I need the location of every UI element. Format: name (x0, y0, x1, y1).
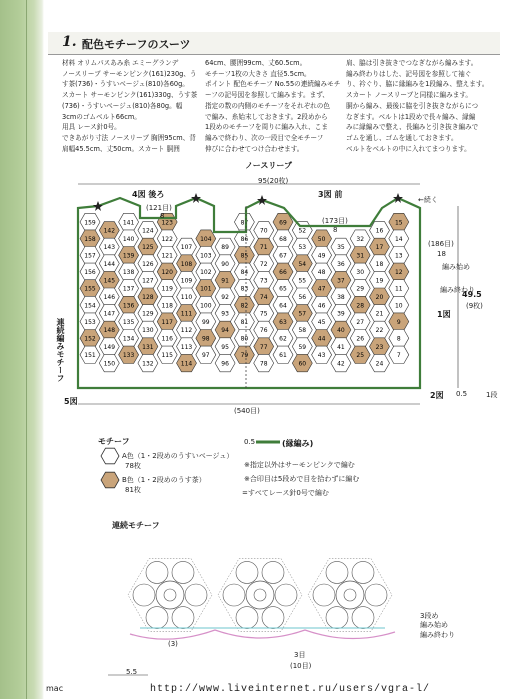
legend-motif-title: モチーフ (98, 437, 130, 446)
motif-number: 83 (240, 285, 249, 293)
edging-side-label: 連続編みモチーフ (56, 318, 65, 382)
motif-outer (308, 559, 392, 632)
motif-number: 56 (298, 294, 307, 301)
motif-outer (128, 559, 212, 632)
motif-petal (313, 584, 335, 606)
motif-number: 61 (279, 352, 287, 360)
motif-petal (172, 561, 194, 583)
motif-core (254, 589, 266, 601)
motif-number: 124 (142, 227, 154, 235)
right-line: り、衿ぐり、脇に縁編みを1段編み、整えます。 (346, 80, 489, 89)
motif-number: 87 (240, 219, 249, 227)
legend-note-3: =すべてレース針0号で編む (242, 489, 329, 497)
motif-core (164, 589, 176, 601)
motif-petal (236, 607, 258, 629)
motif-number: 96 (221, 360, 229, 368)
motif-number: 55 (298, 277, 307, 285)
motif-number: 39 (337, 310, 345, 318)
motif-number: 66 (279, 269, 287, 277)
width-label: 95(20枚) (258, 177, 289, 185)
continuous-motif-chart (108, 559, 395, 675)
star-marker (93, 201, 103, 211)
motif-number: 115 (161, 352, 173, 360)
motif-number: 91 (221, 277, 229, 285)
motif-number: 151 (84, 352, 96, 360)
side-label: (186目) (428, 240, 454, 248)
motif-number: 98 (201, 335, 210, 343)
motif-number: 155 (84, 285, 96, 293)
motif-number: 64 (279, 302, 287, 310)
motif-petal (236, 561, 258, 583)
right-line: なぎます。ベルトは1段めで長々編み、縁編 (346, 112, 476, 121)
motif-number: 70 (259, 227, 268, 235)
motif-petal (352, 607, 374, 629)
motif-number: 94 (221, 327, 229, 335)
motif-number: 84 (240, 269, 249, 277)
bottom-chart-title: 連続モチーフ (112, 521, 160, 530)
motif-number: 67 (279, 252, 287, 260)
motif-number: 99 (201, 318, 210, 326)
left-line: できあがり寸法 ノースリーブ 胸囲95cm、背 (62, 133, 196, 142)
legend-edge-size: 0.5 (244, 438, 256, 446)
motif-number: 104 (200, 235, 212, 243)
source-url: http://www.liveinternet.ru/users/vgra-l/ (150, 684, 431, 695)
motif-petal (185, 584, 207, 606)
motif-number: 136 (122, 302, 135, 310)
motif-number: 93 (221, 310, 229, 318)
motif-number: 128 (142, 294, 154, 301)
left-line: 肩幅45.5cm、丈50cm。スカート 胴囲 (62, 144, 180, 153)
left-line: す茶(736)・うすいベージュ(810)各60g。 (62, 80, 189, 89)
motif-number: 14 (394, 235, 403, 243)
motif-number: 127 (142, 277, 154, 285)
motif-center (336, 581, 364, 609)
diagram-title: ノースリーブ (245, 161, 292, 170)
motif-number: 53 (298, 244, 307, 252)
right-line: スカート ノースリーブと同様に編みます。 (346, 91, 472, 100)
bottom-chart-size: 5.5 (126, 668, 138, 676)
motif-number: 44 (317, 335, 326, 343)
motif-number: 125 (142, 244, 154, 252)
section-number: 1. (62, 34, 77, 50)
motif-number: 90 (221, 260, 229, 268)
motif-grid (80, 213, 409, 371)
motif-petal (326, 561, 348, 583)
middle-line: 指定の数の内側のモチーフをそれぞれの色 (205, 101, 330, 110)
motif-number: 130 (142, 327, 154, 335)
motif-number: 113 (180, 343, 193, 351)
front-label: 3図 前 (318, 190, 343, 199)
motif-number: 82 (240, 302, 249, 310)
page-edge-label: mac (46, 684, 64, 693)
motif-number: 110 (180, 294, 193, 301)
height-label: 49.5 (462, 290, 482, 299)
motif-number: 9 (396, 318, 401, 326)
edge-start-label: 編み始め (442, 263, 470, 271)
motif-number: 121 (161, 252, 173, 260)
motif-center (156, 581, 184, 609)
motif-number: 159 (84, 219, 96, 227)
motif-petal (146, 561, 168, 583)
motif-number: 45 (317, 318, 326, 326)
middle-line: 1段めのモチーフを周りに編み入れ、こま (205, 123, 328, 132)
right-line: 胴から編み、最後に脇を引き抜きながらにつ (346, 101, 479, 110)
motif-number: 31 (356, 252, 365, 260)
motif-number: 38 (337, 294, 345, 301)
motif-number: 58 (298, 327, 307, 335)
motif-number: 59 (298, 343, 307, 351)
motif-number: 73 (259, 277, 268, 285)
motif-number: 139 (122, 252, 135, 260)
motif-number: 134 (122, 335, 135, 343)
motif-number: 149 (103, 343, 116, 351)
motif-number: 152 (84, 335, 96, 343)
motif-number: 85 (240, 252, 249, 260)
motif-number: 123 (161, 219, 173, 227)
legend-note-2: ※合印目は5段めで目を拾わずに編む (244, 475, 360, 483)
motif-number: 15 (394, 219, 403, 227)
motif-petal (172, 607, 194, 629)
height-sub: (9枚) (466, 302, 483, 310)
left-line: 3cmのゴムベルト66cm。 (62, 112, 141, 121)
motif-number: 120 (161, 269, 173, 277)
motif-number: 80 (240, 335, 249, 343)
motif-number: 35 (337, 244, 345, 252)
motif-number: 153 (84, 318, 96, 326)
motif-petal (352, 561, 374, 583)
motif-number: 77 (259, 343, 268, 351)
motif-number: 17 (375, 244, 384, 252)
motif-number: 74 (259, 294, 268, 301)
front-neck-size: 8 (333, 226, 338, 234)
motif-number: 114 (180, 360, 193, 368)
motif-petal (133, 584, 155, 606)
middle-line: モチーフ1枚の大きさ 直径5.5cm。 (205, 69, 311, 78)
bottom-chart-rows-end: 3段め (420, 612, 439, 620)
motif-number: 116 (161, 335, 173, 343)
motif-number: 135 (122, 318, 135, 326)
motif-petal (365, 584, 387, 606)
motif-center (246, 581, 274, 609)
motif-number: 7 (396, 352, 401, 360)
left-line: ノースリーブ サーモンピンク(161)230g、う (62, 69, 197, 78)
motif-number: 47 (317, 285, 326, 293)
motif-number: 141 (122, 219, 135, 227)
motif-number: 86 (240, 235, 249, 243)
motif-number: 29 (356, 285, 365, 293)
legend-b-count: 81枚 (125, 486, 141, 494)
motif-core (344, 589, 356, 601)
motif-number: 138 (122, 269, 135, 277)
motif-number: 63 (279, 318, 287, 326)
bottom-width-label: (540目) (234, 407, 260, 415)
motif-number: 101 (200, 285, 212, 293)
motif-number: 131 (142, 343, 154, 351)
motif-number: 16 (375, 227, 384, 235)
motif-number: 92 (221, 294, 229, 301)
motif-number: 12 (394, 269, 403, 277)
star-marker (393, 193, 403, 203)
front-neck-label: (173目) (322, 217, 348, 225)
right-line: みに縁編みで整え、長編みと引き抜き編みで (346, 123, 479, 132)
back-label: 4図 後ろ (132, 190, 165, 199)
motif-number: 46 (317, 302, 326, 310)
motif-number: 65 (279, 285, 287, 293)
right-line: ベルトをベルトの中に入れてまつります。 (346, 144, 471, 153)
motif-number: 8 (396, 335, 401, 343)
motif-number: 49 (317, 252, 326, 260)
motif-number: 103 (200, 252, 212, 260)
motif-number: 111 (180, 310, 193, 318)
motif-number: 11 (394, 285, 403, 293)
chart1-label: 1図 (437, 310, 451, 319)
motif-number: 54 (298, 260, 307, 268)
chart5-label: 5図 (64, 397, 78, 406)
motif-number: 32 (356, 235, 365, 243)
motif-petal (223, 584, 245, 606)
motif-petal (146, 607, 168, 629)
left-line: 用具 レース針0号。 (62, 123, 121, 132)
middle-line: 編みで終わり、次の一段目で全モチーフ (205, 133, 324, 142)
motif-number: 72 (259, 260, 268, 268)
middle-line: ーフの記号図を参照して編みます。まず、 (205, 91, 329, 100)
motif-number: 126 (142, 260, 154, 268)
motif-number: 112 (180, 327, 193, 335)
motif-number: 97 (201, 352, 210, 360)
motif-number: 79 (240, 352, 249, 360)
motif-number: 109 (180, 277, 193, 285)
motif-number: 148 (103, 327, 116, 335)
motif-number: 118 (161, 302, 173, 310)
motif-number: 69 (279, 219, 287, 227)
motif-number: 21 (375, 310, 384, 318)
right-line: 編み終わりはした、記号図を参照して袖ぐ (346, 69, 472, 78)
motif-number: 129 (142, 310, 154, 318)
middle-line: で編み、糸始末しておきます。2段めから (205, 112, 328, 121)
motif-number: 26 (356, 335, 365, 343)
motif-petal (326, 607, 348, 629)
motif-number: 119 (161, 285, 173, 293)
legend-b-label: B色（1・2段めのうす茶） (122, 476, 206, 484)
motif-number: 100 (200, 302, 212, 310)
legend-a-count: 78枚 (125, 462, 141, 470)
motif-number: 75 (259, 310, 268, 318)
middle-line: 64cm、腰囲99cm、丈60.5cm。 (205, 59, 307, 67)
motif-number: 48 (317, 269, 326, 277)
motif-number: 25 (356, 352, 365, 360)
motif-number: 147 (103, 310, 116, 318)
motif-number: 158 (84, 235, 96, 243)
motif-number: 89 (221, 244, 229, 252)
motif-number: 57 (298, 310, 307, 318)
motif-number: 78 (259, 360, 268, 368)
edge-end-label: 編み終わり (440, 286, 475, 294)
right-vert-label: 0.5 (456, 390, 468, 398)
motif-number: 142 (103, 227, 116, 235)
motif-number: 117 (161, 318, 173, 326)
motif-number: 52 (298, 227, 307, 235)
motif-number: 107 (180, 244, 193, 252)
motif-number: 28 (356, 302, 365, 310)
motif-number: 137 (122, 285, 135, 293)
motif-number: 24 (375, 360, 384, 368)
back-neck-label: (121目) (146, 204, 172, 212)
motif-number: 23 (375, 343, 384, 351)
motif-number: 102 (200, 269, 212, 277)
motif-number: 62 (279, 335, 287, 343)
legend-note-1: ※指定以外はサーモンピンクで編む (244, 461, 355, 469)
motif-number: 140 (122, 235, 135, 243)
middle-line: 伸びに合わせてつけ合わせます。 (205, 144, 304, 153)
motif-number: 95 (221, 343, 229, 351)
motif-outer (218, 559, 302, 632)
motif-number: 146 (103, 294, 116, 301)
motif-number: 144 (103, 260, 116, 268)
motif-number: 41 (337, 343, 345, 351)
motif-number: 30 (356, 269, 365, 277)
motif-petal (262, 607, 284, 629)
bottom-chart-label-b: (10目) (290, 662, 312, 670)
left-line: スカート サーモンピンク(161)330g、うす茶 (62, 91, 198, 100)
motif-number: 20 (375, 294, 384, 301)
motif-number: 43 (317, 352, 326, 360)
motif-petal (262, 561, 284, 583)
motif-number: 145 (103, 277, 116, 285)
motif-number: 76 (259, 327, 268, 335)
motif-number: 133 (122, 352, 135, 360)
motif-number: 19 (375, 277, 384, 285)
motif-number: 68 (279, 235, 287, 243)
middle-line: ポイント 配色モチーフ No.55の連続編みモチ (205, 80, 341, 89)
motif-number: 18 (375, 260, 384, 268)
star-marker (191, 193, 201, 203)
star-marker (257, 195, 267, 205)
motif-number: 13 (394, 252, 403, 260)
left-line: 材料 オリムパスあみ糸 エミーグランデ (62, 59, 179, 67)
right-line: ゴムを通し、ゴムを通しておきます。 (346, 133, 458, 142)
motif-number: 37 (337, 277, 345, 285)
legend-hex-a (101, 448, 119, 464)
motif-number: 154 (84, 302, 96, 310)
side-size: 18 (437, 250, 446, 258)
bottom-chart-label-c: 3目 (294, 651, 306, 659)
section-title: 配色モチーフのスーツ (82, 38, 191, 51)
motif-number: 71 (259, 244, 268, 252)
motif-petal (275, 584, 297, 606)
motif-number: 40 (337, 327, 345, 335)
legend-a-label: A色（1・2段めのうすいベージュ） (122, 452, 234, 460)
motif-number: 156 (84, 269, 96, 277)
motif-number: 22 (375, 327, 384, 335)
motif-number: 10 (394, 302, 403, 310)
motif-number: 36 (337, 260, 345, 268)
continue-label: ←続く (418, 196, 438, 204)
motif-number: 81 (240, 318, 249, 326)
motif-number: 143 (103, 244, 116, 252)
motif-number: 132 (142, 360, 154, 368)
left-line: (736)・うすいベージュ(810)各80g。幅 (62, 101, 183, 110)
right-line: 肩、脇は引き抜きでつなぎながら編みます。 (346, 59, 478, 67)
bottom-chart-label-a: (3) (168, 640, 178, 648)
motif-number: 27 (356, 318, 365, 326)
motif-number: 50 (317, 235, 326, 243)
motif-number: 122 (161, 235, 173, 243)
bottom-chart-edge-start: 編み始め (420, 621, 448, 629)
bottom-chart-edge-end: 編み終わり (420, 631, 455, 639)
chart2-label: 2図 (430, 391, 444, 400)
motif-number: 150 (103, 360, 116, 368)
motif-number: 60 (298, 360, 307, 368)
motif-number: 108 (180, 260, 193, 268)
legend-hex-b (101, 472, 119, 488)
row-label: 1段 (486, 391, 498, 399)
motif-number: 42 (337, 360, 345, 368)
back-neck-size: 8 (160, 212, 165, 220)
legend-edge-name: (縁編み) (282, 439, 314, 448)
motif-number: 157 (84, 252, 96, 260)
